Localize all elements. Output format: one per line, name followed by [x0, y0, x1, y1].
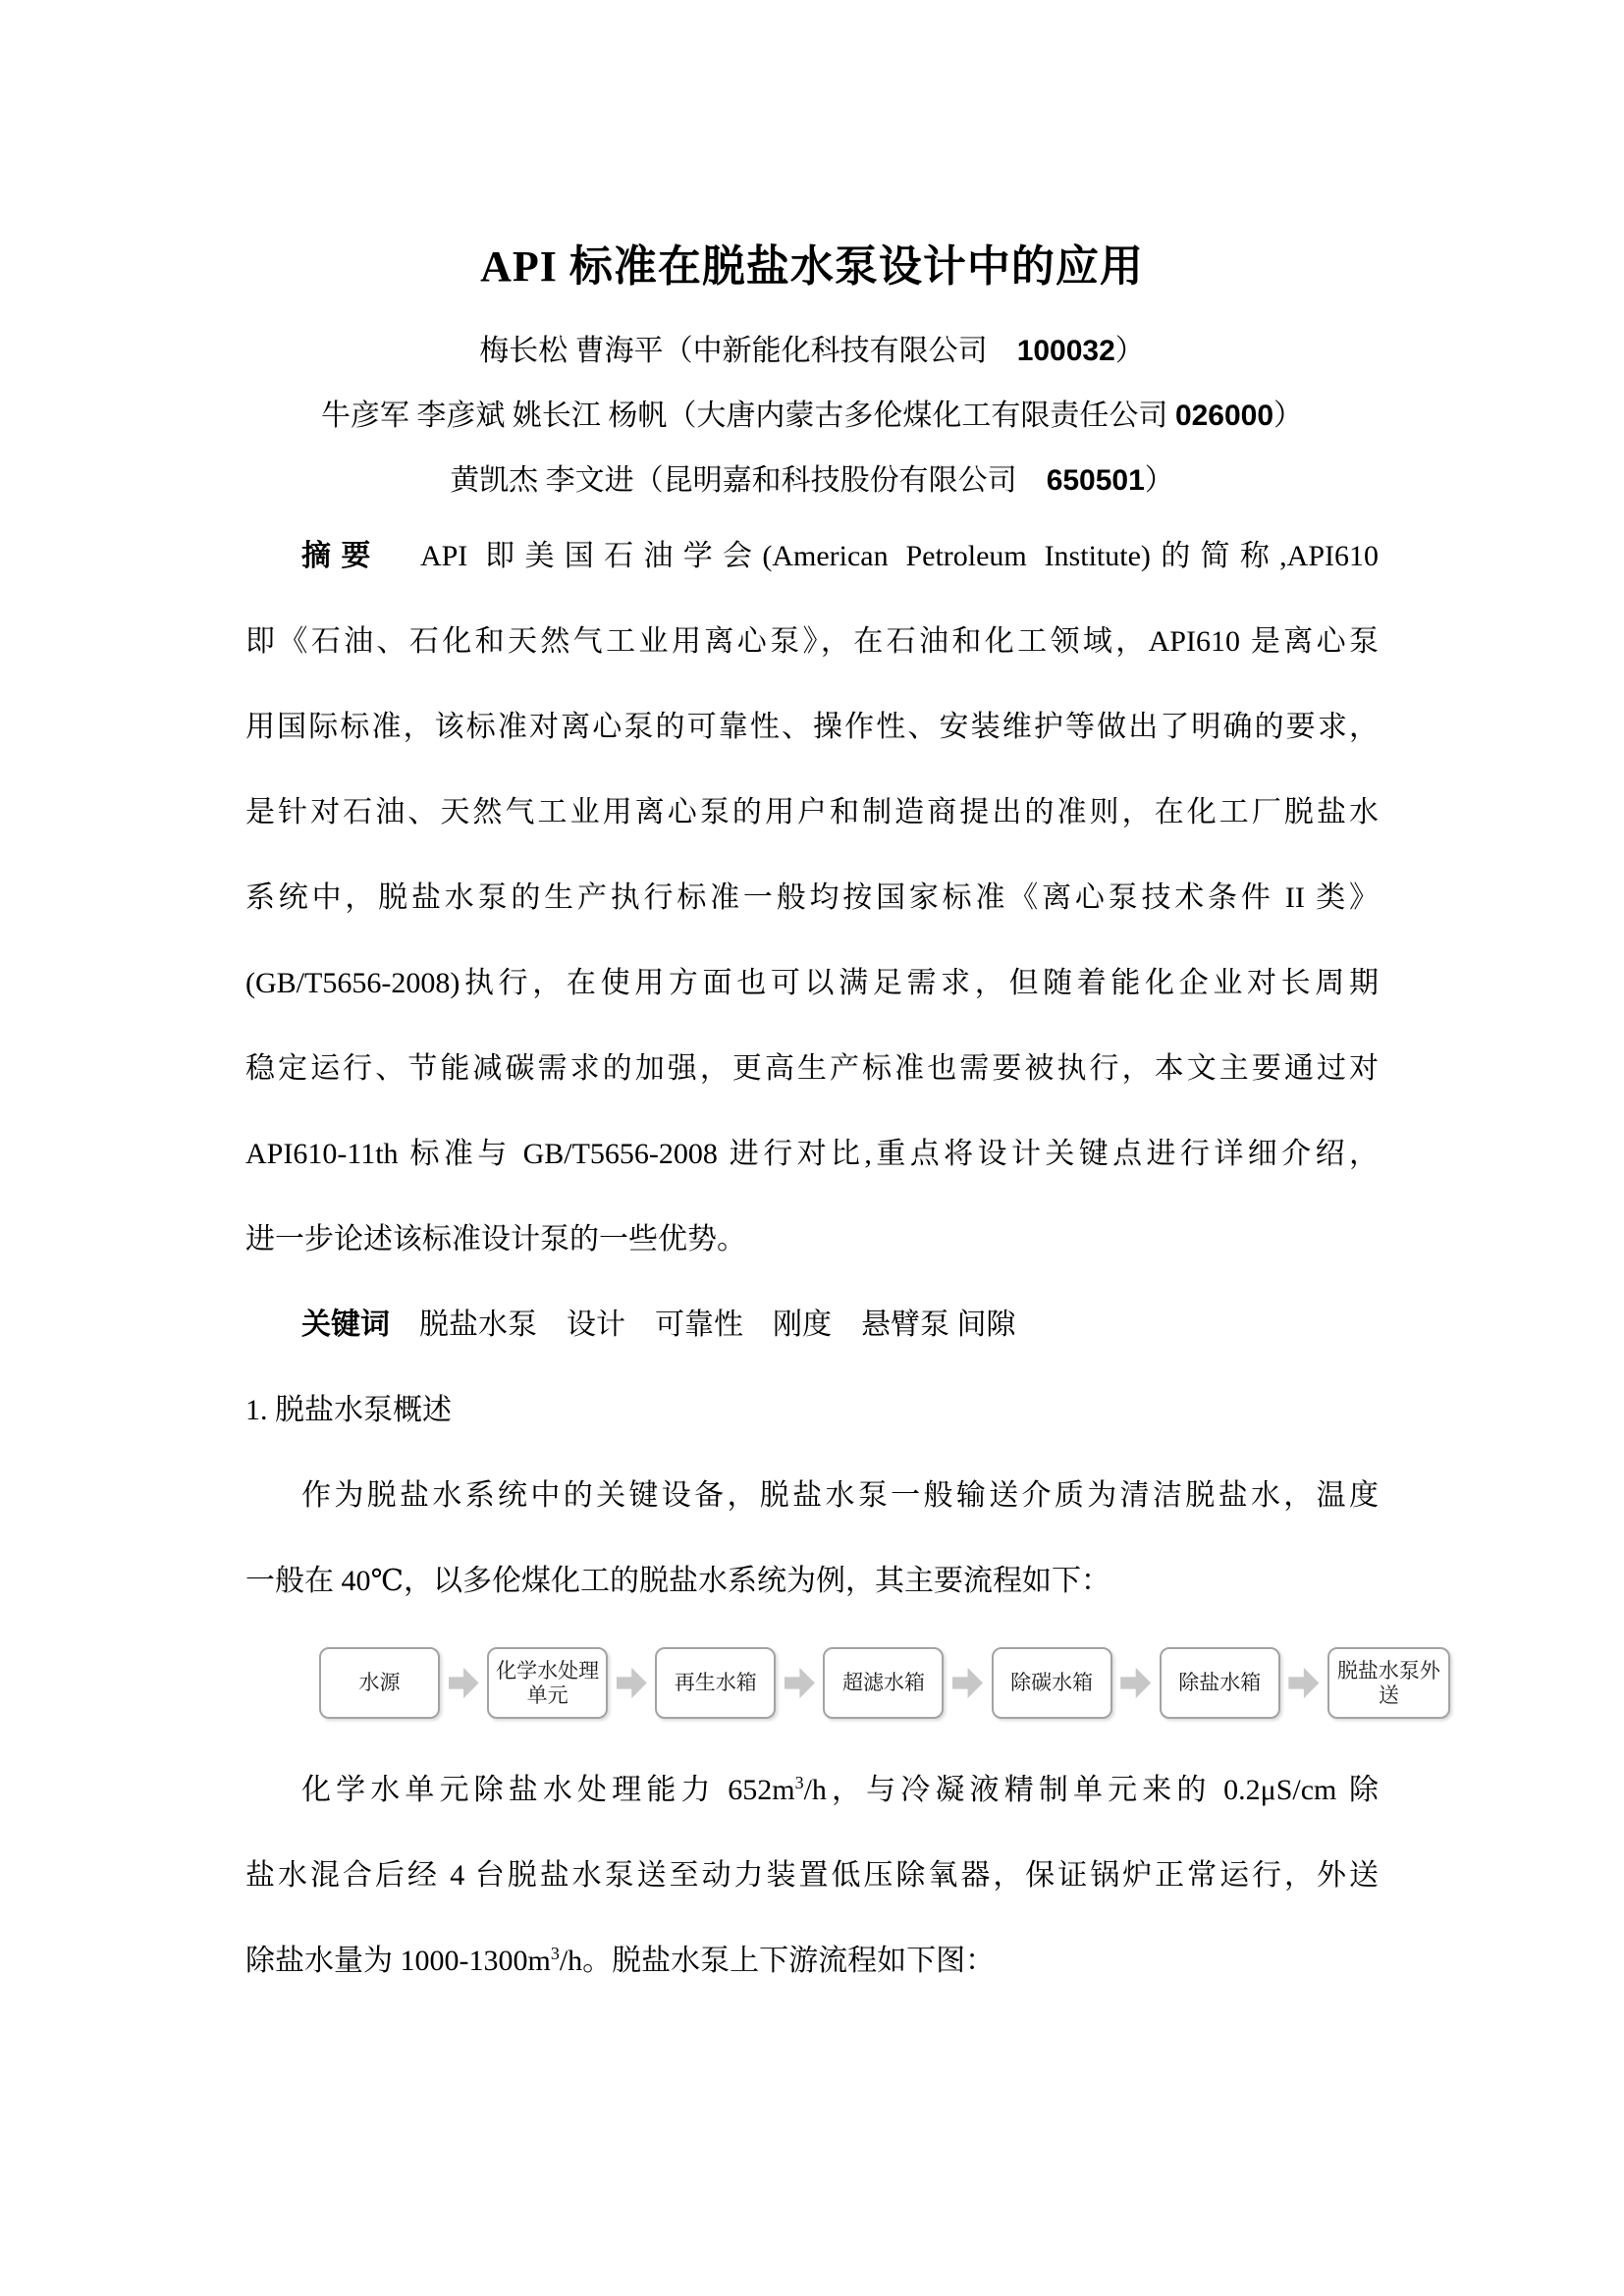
right-arrow-icon [1288, 1667, 1319, 1700]
author-block [245, 319, 1379, 513]
right-arrow-icon [1120, 1667, 1151, 1700]
abstract-line-5: 系统中，脱盐水泵的生产执行标准一般均按国家标准《离心泵技术条件 II 类》 [245, 881, 1379, 914]
paragraph-2-line-3-b: /h。脱盐水泵上下游流程如下图： [559, 1945, 996, 1977]
keywords-text: 脱盐水泵 设计 可靠性 刚度 悬臂泵 间隙 [390, 1308, 1016, 1341]
author-line-2-text: 牛彦军 李彦斌 姚长江 杨帆（大唐内蒙古多伦煤化工有限责任公司 [320, 400, 1175, 432]
keywords-line [245, 1282, 1379, 1367]
flow-box-label: 除盐水箱 [1178, 1672, 1262, 1694]
paragraph-2 [245, 1747, 1379, 2003]
flow-box-label: 超滤水箱 [841, 1672, 925, 1694]
right-arrow-icon [449, 1667, 479, 1700]
abstract-paragraph [245, 513, 1379, 1282]
author-line-1-text: 梅长松 曹海平（中新能化科技有限公司 [479, 335, 1017, 367]
page-title: API 标准在脱盐水泵设计中的应用 [480, 242, 1144, 291]
abstract-line-8: API610-11th 标准与 GB/T5656-2008 进行对比,重点将设计关键点进行详细介绍， [245, 1138, 1379, 1170]
flow-box-pump-outfeed [1327, 1647, 1450, 1719]
abstract-line-1 [245, 513, 1379, 599]
author-line-1 [245, 319, 1379, 384]
author-line-1-postcode: 100032 [1016, 335, 1115, 367]
paragraph-1-line-1: 作为脱盐水系统中的关键设备，脱盐水泵一般输送介质为清洁脱盐水，温度 [301, 1479, 1379, 1512]
author-line-3-postcode: 650501 [1046, 464, 1145, 497]
paragraph-1-line-2: 一般在 40℃，以多伦煤化工的脱盐水系统为例，其主要流程如下： [245, 1565, 1111, 1597]
paragraph-2-line-2: 盐水混合后经 4 台脱盐水泵送至动力装置低压除氧器，保证锅炉正常运行，外送 [245, 1859, 1379, 1892]
author-line-2-postcode: 026000 [1174, 400, 1274, 432]
author-line-3-close: ） [1144, 464, 1174, 497]
superscript-3: 3 [550, 1944, 560, 1963]
author-line-3-text: 黄凯杰 李文进（昆明嘉和科技股份有限公司 [450, 464, 1047, 497]
paragraph-2-line-1 [245, 1747, 1379, 1833]
paragraph-2-line-3 [245, 1918, 1379, 2003]
author-line-3 [245, 449, 1379, 513]
author-line-1-close: ） [1114, 335, 1145, 367]
flow-box-label: 水源 [358, 1672, 401, 1694]
abstract-line-2: 即《石油、石化和天然气工业用离心泵》，在石油和化工领域，API610 是离心泵 [245, 625, 1379, 658]
right-arrow-icon [617, 1667, 647, 1700]
paragraph-2-line-1-b: /h，与冷凝液精制单元来的 0.2μS/cm 除 [803, 1774, 1379, 1806]
abstract-line-7: 稳定运行、节能减碳需求的加强，更高生产标准也需要被执行，本文主要通过对 [245, 1052, 1379, 1085]
flow-box-water-source [319, 1647, 440, 1719]
right-arrow-icon [785, 1667, 815, 1700]
abstract-line-3: 用国际标准，该标准对离心泵的可靠性、操作性、安装维护等做出了明确的要求， [245, 711, 1379, 743]
keywords-label: 关键词 [301, 1308, 390, 1341]
author-line-2 [245, 384, 1379, 449]
flow-box-demineralized-tank [1160, 1647, 1280, 1719]
section-heading: 1. 脱盐水泵概述 [245, 1394, 452, 1426]
author-line-2-close: ） [1273, 400, 1304, 432]
flow-diagram [319, 1647, 1450, 1719]
paragraph-2-line-3-a: 除盐水量为 1000-1300m [245, 1945, 551, 1977]
flow-box-label: 脱盐水泵外送 [1336, 1659, 1440, 1707]
abstract-line-9: 进一步论述该标准设计泵的一些优势。 [245, 1223, 746, 1255]
superscript-3: 3 [794, 1773, 804, 1792]
abstract-label: 摘要 [301, 540, 381, 572]
right-arrow-icon [952, 1667, 983, 1700]
paragraph-2-line-1-a: 化学水单元除盐水处理能力 652m [301, 1774, 795, 1806]
abstract-line-6: (GB/T5656-2008)执行，在使用方面也可以满足需求，但随着能化企业对长周期 [245, 967, 1379, 999]
paragraph-1 [245, 1453, 1379, 1624]
flow-box-label: 除碳水箱 [1010, 1672, 1094, 1694]
flow-box-label: 再生水箱 [674, 1672, 757, 1694]
flow-box-label: 化学水处理单元 [496, 1659, 600, 1707]
abstract-line-4: 是针对石油、天然气工业用离心泵的用户和制造商提出的准则，在化工厂脱盐水 [245, 796, 1379, 828]
flow-box-ultrafiltration-tank [823, 1647, 944, 1719]
flow-box-chemical-water-unit [487, 1647, 608, 1719]
flow-box-regeneration-tank [655, 1647, 776, 1719]
abstract-line-1-text: API 即美国石油学会(American Petroleum Institute)的简称,API610 [380, 540, 1380, 572]
flow-box-decarbonized-tank [992, 1647, 1112, 1719]
